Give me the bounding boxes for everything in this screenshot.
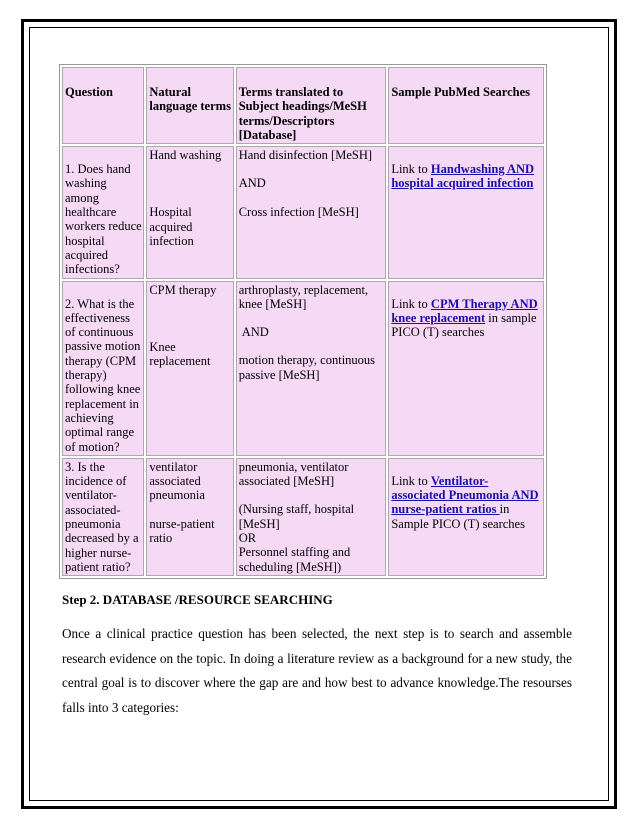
header-sample-searches: Sample PubMed Searches	[388, 67, 544, 144]
header-mesh-terms: Terms translated to Subject headings/MeSH terms/Descriptors [Database]	[236, 67, 387, 144]
body-paragraph: Once a clinical practice question has been selected, the next step is to search and assemble research evidence on the topic. In doing a literature review as a background for a new study, the central goal is to discover where the gap are and how best to advance knowledge.The resourses falls into 3 categories:	[62, 626, 572, 715]
header-question: Question	[62, 67, 144, 144]
step-heading: Step 2. DATABASE /RESOURCE SEARCHING	[62, 592, 333, 607]
mesh-terms-cell: arthroplasty, replacement, knee [MeSH] AND motion therapy, continuous passive [MeSH]	[236, 281, 387, 456]
sample-search-cell: Link to Ventilator-associated Pneumonia AND nurse-patient ratios in Sample PICO (T) searches	[388, 458, 544, 576]
natural-terms-cell: CPM therapy Knee replacement	[146, 281, 233, 456]
mesh-terms-cell: pneumonia, ventilator associated [MeSH] (Nursing staff, hospital [MeSH] OR Personnel staffing and scheduling [MeSH])	[236, 458, 387, 576]
sample-search-cell: Link to Handwashing AND hospital acquired infection	[388, 146, 544, 278]
header-natural-terms: Natural language terms	[146, 67, 233, 144]
mesh-terms-cell: Hand disinfection [MeSH] AND Cross infection [MeSH]	[236, 146, 387, 278]
question-cell: 3. Is the incidence of ventilator-associated-pneumonia decreased by a higher nurse-patient ratio?	[62, 458, 144, 576]
pico-search-table	[59, 64, 547, 579]
natural-terms-cell: Hand washing Hospital acquired infection	[146, 146, 233, 278]
pubmed-search-link[interactable]: Ventilator-associated Pneumonia AND nurse-patient ratios	[391, 473, 539, 517]
natural-terms-cell: ventilator associated pneumonia nurse-patient ratio	[146, 458, 233, 576]
table-row	[62, 281, 544, 456]
question-cell: 2. What is the effectiveness of continuous passive motion therapy (CPM therapy) following knee replacement in achieving optimal range of motion?	[62, 281, 144, 456]
question-cell: 1. Does hand washing among healthcare workers reduce hospital acquired infections?	[62, 146, 144, 278]
table-row	[62, 458, 544, 576]
table-row	[62, 146, 544, 278]
pubmed-search-link[interactable]: Handwashing AND hospital acquired infection	[391, 162, 535, 191]
pubmed-search-link[interactable]: CPM Therapy AND knee replacement	[391, 296, 538, 325]
table-header-row	[62, 67, 544, 144]
sample-search-cell: Link to CPM Therapy AND knee replacement in sample PICO (T) searches	[388, 281, 544, 456]
